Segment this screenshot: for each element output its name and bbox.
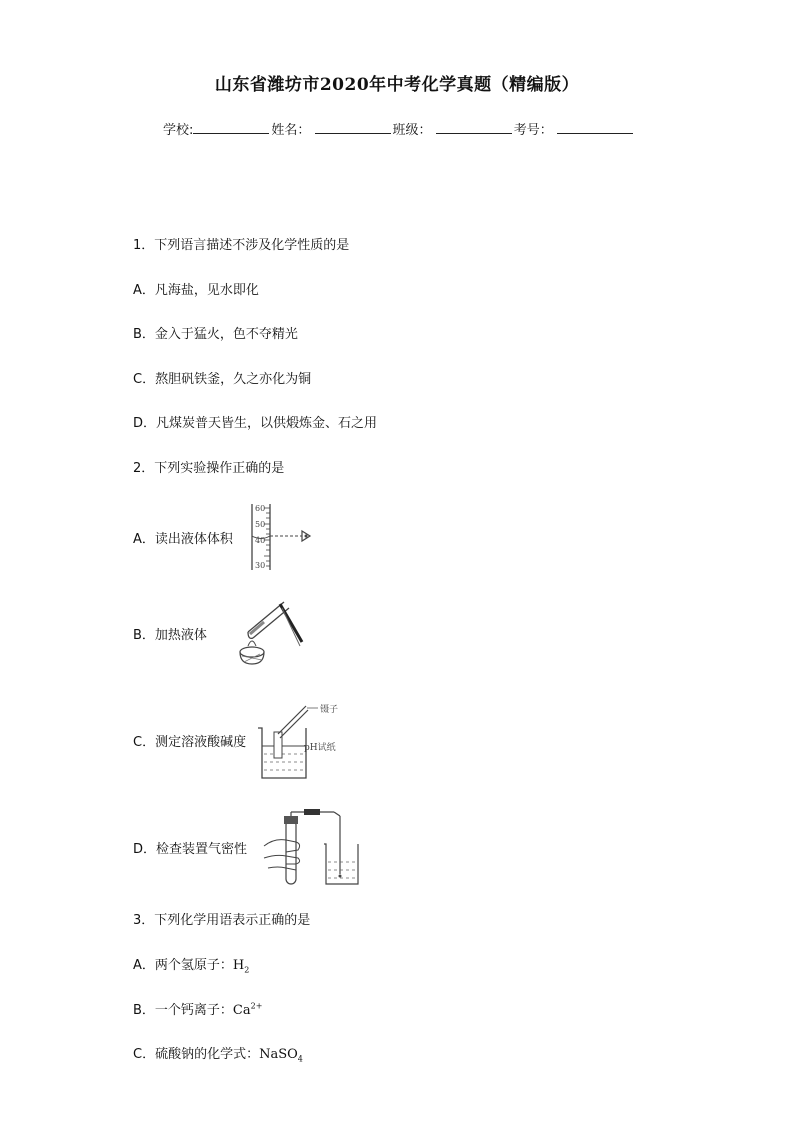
student-info-row xyxy=(163,119,635,138)
q3-option-b[interactable] xyxy=(133,999,262,1018)
class-blank[interactable] xyxy=(436,121,512,134)
exam-no-label: 考号： xyxy=(513,123,553,138)
class-label: 班级： xyxy=(392,123,432,138)
tick-label-40: 40 xyxy=(255,536,266,545)
question-1-stem: 1．下列语言描述不涉及化学性质的是 xyxy=(133,238,350,253)
school-blank[interactable] xyxy=(193,121,269,134)
heating-liquid-figure xyxy=(226,592,310,668)
q3-option-c[interactable] xyxy=(133,1043,303,1064)
school-label: 学校: xyxy=(163,123,194,138)
name-blank[interactable] xyxy=(315,121,391,134)
q2-option-b[interactable]: B．加热液体 xyxy=(133,628,207,643)
q3-option-a-formula: H xyxy=(232,958,245,973)
ph-test-figure xyxy=(254,700,354,784)
q3-option-a-text: A．两个氢原子： xyxy=(133,958,233,973)
q3-option-c-text: C．硫酸钠的化学式： xyxy=(133,1047,260,1062)
ph-paper-label: pH试纸 xyxy=(304,743,336,753)
q2-option-a[interactable]: A．读出液体体积 xyxy=(133,532,233,547)
q3-option-b-text: B．一个钙离子： xyxy=(133,1003,233,1018)
q1-option-c[interactable]: C．熬胆矾铁釜，久之亦化为铜 xyxy=(133,372,312,387)
tick-label-60: 60 xyxy=(255,504,266,513)
q3-option-a[interactable] xyxy=(133,954,249,975)
q2-option-d[interactable]: D．检查装置气密性 xyxy=(133,842,248,857)
tweezers-label: 镊子 xyxy=(320,705,339,715)
q3-option-c-subscript: 4 xyxy=(297,1054,303,1064)
tick-label-30: 30 xyxy=(255,561,266,570)
q1-option-b[interactable]: B．金入于猛火，色不夺精光 xyxy=(133,327,298,342)
question-2-stem: 2．下列实验操作正确的是 xyxy=(133,461,285,476)
q3-option-b-formula: Ca xyxy=(232,1003,251,1018)
q3-option-b-superscript: 2+ xyxy=(250,1001,263,1011)
question-3-stem: 3．下列化学用语表示正确的是 xyxy=(133,913,311,928)
page-title: 山东省潍坊市2020年中考化学真题（精编版） xyxy=(214,75,580,95)
q2-option-c[interactable]: C．测定溶液酸碱度 xyxy=(133,735,247,750)
q3-option-c-formula: NaSO xyxy=(259,1047,298,1062)
q3-option-a-subscript: 2 xyxy=(244,965,250,975)
q1-option-a[interactable]: A．凡海盐，见水即化 xyxy=(133,283,259,298)
name-label: 姓名： xyxy=(271,123,311,138)
graduated-cylinder-figure xyxy=(240,500,320,572)
tick-label-50: 50 xyxy=(255,520,266,529)
exam-no-blank[interactable] xyxy=(557,121,633,134)
airtightness-check-figure xyxy=(262,806,366,890)
q1-option-d[interactable]: D．凡煤炭普天皆生，以供煅炼金、石之用 xyxy=(133,416,378,431)
